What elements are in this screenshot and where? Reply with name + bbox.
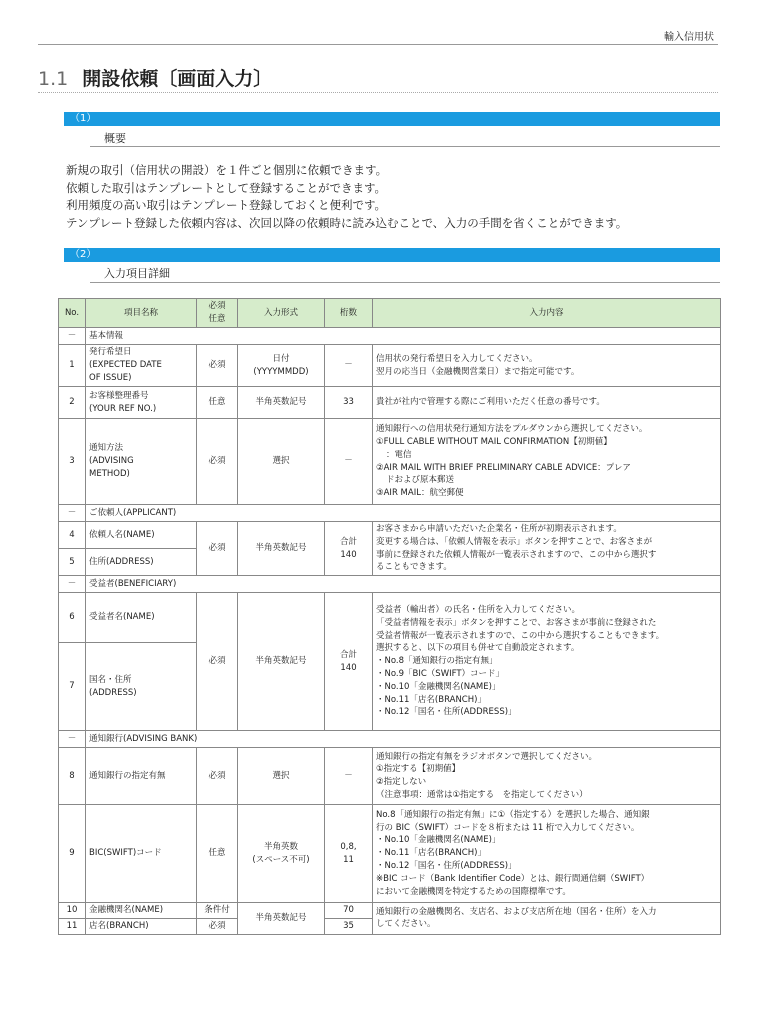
row-content: 通知銀行の金融機関名、支店名、および支店所在地（国名・住所）を入力 してください。 [373, 903, 721, 935]
section-rule-2 [90, 282, 720, 283]
group-row-beneficiary [59, 576, 721, 593]
input-items-table [58, 298, 721, 935]
table-row-3 [59, 419, 721, 505]
row-no: 10 [59, 903, 86, 919]
section-rule-1 [90, 146, 720, 147]
table-row-4 [59, 522, 721, 549]
overview-line: 依頼した取引はテンプレートとして登録することができます。 [66, 180, 387, 195]
row-content: No.8「通知銀行の指定有無」に①（指定する）を選択した場合、通知銀 行の BIC（SWIFT）コードを８桁または 11 桁で入力してください。 ・No.10「金融機関名(NAME)」 ・No.11「店名(BRANCH)」 ・No.12「国名・住所(ADDRESS)」 ※BIC コード（Bank Identifier Code）とは、銀行間通信網（SWIFT） において金融機関を特定するための国際標準です。 [373, 805, 721, 903]
row-format: 半角英数記号 [238, 593, 325, 731]
group-row-basic [59, 328, 721, 345]
section-bar-2: （2） [64, 248, 720, 262]
row-format: 半角英数記号 [238, 387, 325, 419]
group-label: 通知銀行(ADVISING BANK) [86, 731, 721, 748]
overview-text [66, 162, 627, 232]
row-no: 5 [59, 549, 86, 576]
row-no: 11 [59, 918, 86, 934]
header-digits: 桁数 [325, 299, 373, 328]
row-digits: 70 [325, 903, 373, 919]
row-no: 1 [59, 345, 86, 387]
overview-line: テンプレート登録した依頼内容は、次回以降の依頼時に読み込むことで、入力の手間を省くことができます。 [66, 215, 628, 230]
row-format: 選択 [238, 419, 325, 505]
row-digits: 合計 140 [325, 522, 373, 576]
row-no: 6 [59, 593, 86, 643]
table-row-6 [59, 593, 721, 643]
page-title [38, 64, 272, 91]
section-bar-1: （1） [64, 112, 720, 126]
group-dash: － [59, 328, 86, 345]
header-no: No. [59, 299, 86, 328]
row-item: 通知銀行の指定有無 [86, 748, 197, 805]
running-header: 輸入信用状 [664, 32, 714, 43]
row-item: 依頼人名(NAME) [86, 522, 197, 549]
row-format: 選択 [238, 748, 325, 805]
row-format: 半角英数記号 [238, 522, 325, 576]
row-digits: 33 [325, 387, 373, 419]
row-no: 2 [59, 387, 86, 419]
table-header-row [59, 299, 721, 328]
row-content: 受益者（輸出者）の氏名・住所を入力してください。 「受益者情報を表示」ボタンを押すことで、お客さまが事前に登録された 受益者情報が一覧表示されますので、この中から選択することもできます。 選択すると、以下の項目も併せて自動設定されます。 ・No.8「通知銀行の指定有無」 ・No.9「BIC（SWIFT）コード」 ・No.10「金融機関名(NAME)」 ・No.11「店名(BRANCH)」 ・No.12「国名・住所(ADDRESS)」 [373, 593, 721, 731]
row-no: 3 [59, 419, 86, 505]
header-required [197, 299, 238, 328]
row-required: 任意 [197, 805, 238, 903]
row-no: 9 [59, 805, 86, 903]
group-label: 受益者(BENEFICIARY) [86, 576, 721, 593]
row-item: 国名・住所 (ADDRESS) [86, 643, 197, 731]
group-dash: － [59, 505, 86, 522]
row-required: 任意 [197, 387, 238, 419]
section-title-1: 概要 [104, 132, 126, 145]
table-row-2 [59, 387, 721, 419]
row-item: 店名(BRANCH) [86, 918, 197, 934]
row-item: 住所(ADDRESS) [86, 549, 197, 576]
row-digits: 35 [325, 918, 373, 934]
group-row-advising-bank [59, 731, 721, 748]
row-no: 4 [59, 522, 86, 549]
row-format: 半角英数記号 [238, 903, 325, 935]
table-row-1 [59, 345, 721, 387]
heading-number: 1.1 [38, 68, 69, 90]
row-required: 必須 [197, 593, 238, 731]
row-item: BIC(SWIFT)コード [86, 805, 197, 903]
row-no: 7 [59, 643, 86, 731]
overview-line: 利用頻度の高い取引はテンプレート登録しておくと便利です。 [66, 198, 387, 212]
row-required: 必須 [197, 918, 238, 934]
row-no: 8 [59, 748, 86, 805]
row-digits: － [325, 345, 373, 387]
group-row-applicant [59, 505, 721, 522]
row-required: 必須 [197, 522, 238, 576]
group-dash: － [59, 576, 86, 593]
heading-title: 開設依頼〔画面入力〕 [82, 68, 273, 90]
row-item: 金融機関名(NAME) [86, 903, 197, 919]
row-digits: 0,8, 11 [325, 805, 373, 903]
group-label: 基本情報 [86, 328, 721, 345]
row-item: 受益者名(NAME) [86, 593, 197, 643]
group-label: ご依頼人(APPLICANT) [86, 505, 721, 522]
header-rule [38, 44, 718, 45]
row-content: 信用状の発行希望日を入力してください。 翌月の応当日（金融機関営業日）まで指定可能です。 [373, 345, 721, 387]
table-row-8 [59, 748, 721, 805]
header-content: 入力内容 [373, 299, 721, 328]
header-item: 項目名称 [86, 299, 197, 328]
header-required-line: 必須 [208, 301, 226, 311]
row-content: お客さまから申請いただいた企業名・住所が初期表示されます。 変更する場合は、「依頼人情報を表示」ボタンを押すことで、お客さまが 事前に登録された依頼人情報が一覧表示されますので、この中から選択す ることもできます。 [373, 522, 721, 576]
header-format: 入力形式 [238, 299, 325, 328]
row-item: 発行希望日 (EXPECTED DATE OF ISSUE) [86, 345, 197, 387]
row-format: 半角英数 (スペース不可) [238, 805, 325, 903]
header-optional-line: 任意 [208, 314, 226, 324]
row-content: 貴社が社内で管理する際にご利用いただく任意の番号です。 [373, 387, 721, 419]
row-digits: － [325, 419, 373, 505]
group-dash: － [59, 731, 86, 748]
row-required: 必須 [197, 748, 238, 805]
row-item: 通知方法 (ADVISING METHOD) [86, 419, 197, 505]
row-required: 必須 [197, 419, 238, 505]
row-format: 日付 (YYYYMMDD) [238, 345, 325, 387]
row-required: 条件付 [197, 903, 238, 919]
overview-line: 新規の取引（信用状の開設）を１件ごと個別に依頼できます。 [66, 163, 388, 177]
row-digits: 合計 140 [325, 593, 373, 731]
table-row-10 [59, 903, 721, 919]
row-item: お客様整理番号 (YOUR REF NO.) [86, 387, 197, 419]
row-content: 通知銀行の指定有無をラジオボタンで選択してください。 ①指定する【初期値】 ②指定しない （注意事項：通常は①指定する を指定してください） [373, 748, 721, 805]
row-required: 必須 [197, 345, 238, 387]
row-content: 通知銀行への信用状発行通知方法をプルダウンから選択してください。 ①FULL CABLE WITHOUT MAIL CONFIRMATION【初期値】 ：電信 ②AIR MAIL WITH BRIEF PRELIMINARY CABLE ADVICE：プレア ドおよび原本郵送 ③AIR MAIL：航空郵便 [373, 419, 721, 505]
title-rule [38, 92, 718, 93]
row-digits: － [325, 748, 373, 805]
table-row-9 [59, 805, 721, 903]
section-title-2: 入力項目詳細 [104, 267, 170, 280]
